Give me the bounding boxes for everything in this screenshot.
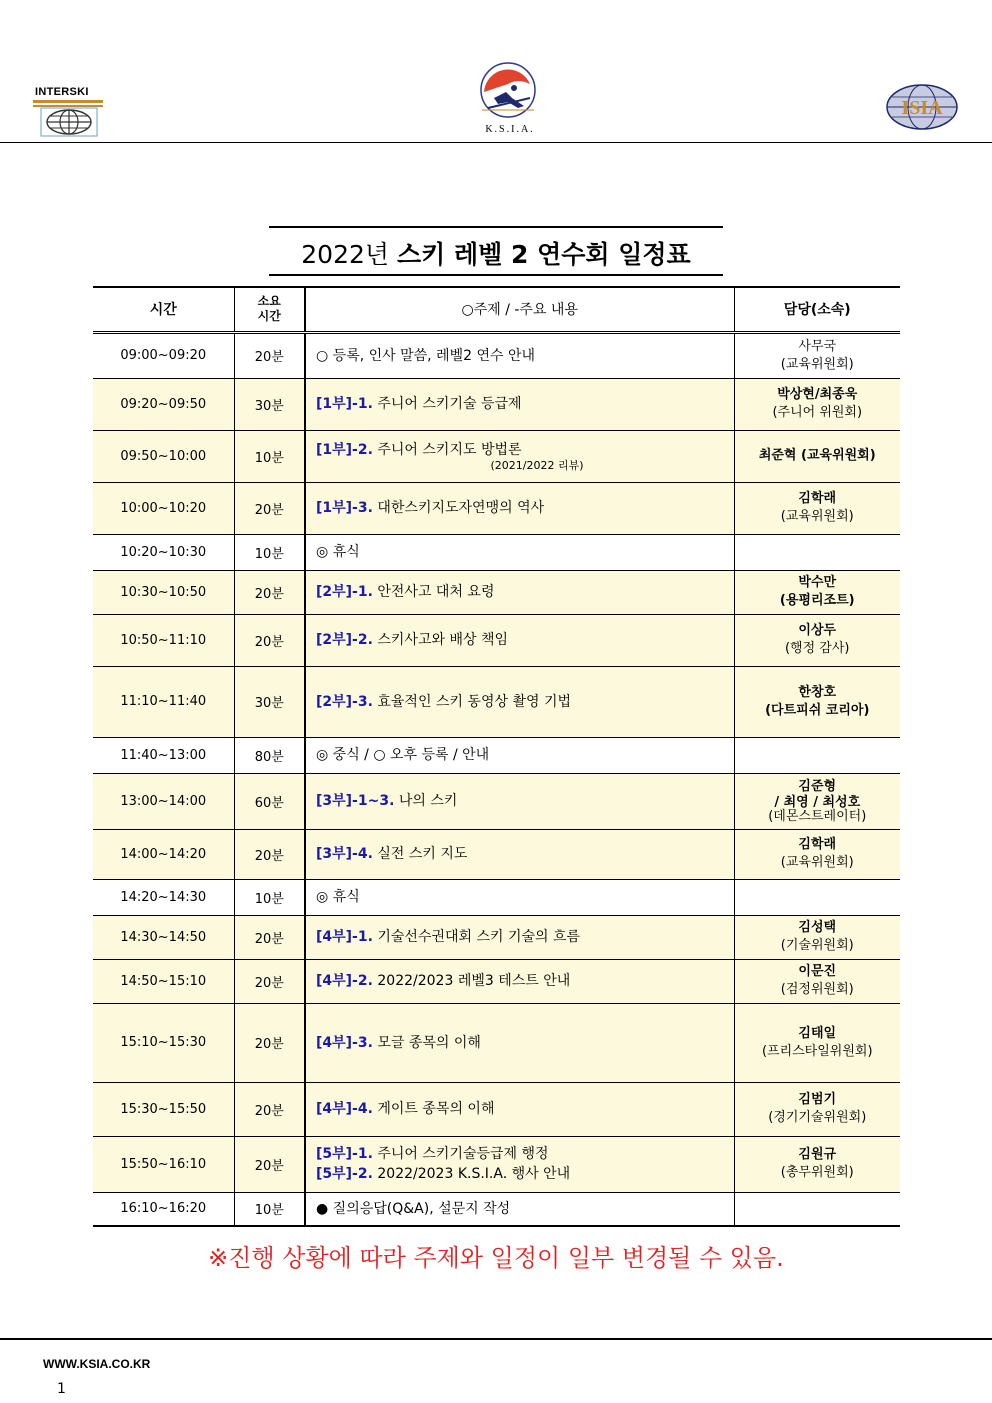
person-name: 김학래 [798, 491, 837, 506]
row-duration: 30분 [234, 378, 305, 430]
session-topic-text: 실전 스키 지도 [372, 846, 468, 862]
session-part-label: [1부]-2. [316, 442, 373, 458]
schedule-table [93, 286, 900, 1227]
row-duration: 20분 [234, 482, 305, 534]
person-organization: (교육위원회) [780, 356, 854, 372]
row-topic [305, 879, 734, 915]
person-name-extra: / 최영 / 최성호 [774, 795, 861, 810]
session-topic-text: 대한스키지도자연맹의 역사 [372, 500, 545, 516]
row-time: 10:20~10:30 [93, 534, 234, 570]
interski-logo-text: INTERSKI [35, 86, 89, 98]
row-person [734, 1136, 900, 1192]
header-duration [234, 287, 305, 332]
header-divider [0, 142, 992, 143]
person-organization: (다트피쉬 코리아) [765, 702, 870, 718]
skier-emblem-icon [468, 58, 548, 124]
person-name: 최준혁 (교육위원회) [758, 448, 876, 463]
header-person: 담당(소속) [734, 287, 900, 332]
row-person [734, 430, 900, 482]
session-topic-text: 기술선수권대회 스키 기술의 흐름 [372, 929, 581, 945]
row-topic [305, 1136, 734, 1192]
header-duration-line1: 소요 [257, 294, 281, 309]
session-topic-text: 주니어 스키기술등급제 행정 [372, 1146, 549, 1162]
row-time: 11:40~13:00 [93, 737, 234, 773]
session-topic-text: ◎ 휴식 [316, 544, 360, 560]
row-topic [305, 666, 734, 737]
row-duration: 10분 [234, 879, 305, 915]
row-time: 14:30~14:50 [93, 915, 234, 959]
row-duration: 10분 [234, 430, 305, 482]
session-topic-text: ● 질의응답(Q&A), 설문지 작성 [316, 1200, 511, 1217]
session-topic-text: 주니어 스키기술 등급제 [372, 396, 522, 412]
row-person [734, 534, 900, 570]
session-part-label: [1부]-1. [316, 396, 373, 412]
row-person [734, 666, 900, 737]
person-organization: (기술위원회) [780, 938, 854, 953]
isia-logo-text: ISIA [901, 97, 943, 119]
session-part-label: [1부]-3. [316, 500, 373, 516]
session-topic-note: (2021/2022 리뷰) [490, 459, 584, 472]
row-duration: 20분 [234, 915, 305, 959]
person-name: 김학래 [798, 837, 837, 852]
row-person [734, 959, 900, 1003]
person-name: 한창호 [798, 684, 837, 700]
table-row [93, 959, 900, 1003]
session-part-label: [2부]-3. [316, 693, 373, 710]
person-name: 사무국 [798, 338, 837, 354]
row-person [734, 332, 900, 378]
session-topic-text: 안전사고 대처 요령 [372, 584, 495, 600]
session-topic-text: 2022/2023 레벨3 테스트 안내 [372, 973, 571, 989]
row-person [734, 614, 900, 666]
person-name: 김태일 [798, 1025, 837, 1041]
session-topic-text: 주니어 스키지도 방법론 [372, 442, 522, 458]
row-time: 09:20~09:50 [93, 378, 234, 430]
table-row [93, 1003, 900, 1082]
row-topic [305, 430, 734, 482]
session-part-label: [3부]-4. [316, 846, 373, 862]
person-name: 김준형 [798, 779, 837, 794]
page-number: 1 [57, 1381, 66, 1397]
table-row [93, 570, 900, 614]
row-topic [305, 915, 734, 959]
ksia-logo-text: K.S.I.A. [485, 124, 535, 135]
row-time: 09:00~09:20 [93, 332, 234, 378]
row-time: 14:20~14:30 [93, 879, 234, 915]
row-topic [305, 737, 734, 773]
person-organization: (용평리조트) [779, 593, 855, 608]
person-organization: (교육위원회) [780, 509, 854, 524]
row-duration: 20분 [234, 959, 305, 1003]
row-duration: 10분 [234, 534, 305, 570]
table-row [93, 1136, 900, 1192]
row-person [734, 829, 900, 879]
row-person [734, 378, 900, 430]
session-part-label: [2부]-2. [316, 632, 373, 648]
session-part-label: [5부]-2. [316, 1166, 373, 1182]
globe-icon [31, 86, 107, 138]
person-organization: (총무위원회) [780, 1165, 854, 1180]
person-name: 이상두 [798, 623, 837, 638]
session-part-label: [5부]-1. [316, 1146, 373, 1162]
row-topic [305, 773, 734, 829]
isia-logo [884, 83, 960, 131]
session-topic-text: 스키사고와 배상 책임 [372, 632, 509, 648]
row-person [734, 879, 900, 915]
row-topic [305, 959, 734, 1003]
row-topic [305, 829, 734, 879]
row-time: 16:10~16:20 [93, 1192, 234, 1226]
session-topic-text: 2022/2023 K.S.I.A. 행사 안내 [372, 1166, 571, 1182]
row-time: 15:30~15:50 [93, 1082, 234, 1136]
session-topic-text: ○ 등록, 인사 말씀, 레벨2 연수 안내 [316, 347, 536, 364]
table-row [93, 332, 900, 378]
person-name: 김성택 [798, 920, 837, 935]
row-person [734, 773, 900, 829]
row-person [734, 482, 900, 534]
page-title [269, 226, 723, 276]
schedule-change-notice: ※진행 상황에 따라 주제와 일정이 일부 변경될 수 있음. [208, 1244, 784, 1272]
session-part-label: [2부]-1. [316, 584, 373, 600]
session-part-label: [4부]-2. [316, 973, 373, 989]
person-name: 이문진 [798, 964, 837, 979]
table-row [93, 737, 900, 773]
table-row [93, 430, 900, 482]
row-person [734, 1003, 900, 1082]
row-time: 10:50~11:10 [93, 614, 234, 666]
row-person [734, 737, 900, 773]
table-row [93, 1192, 900, 1226]
session-topic-text: ◎ 중식 / ○ 오후 등록 / 안내 [316, 747, 490, 763]
session-topic-text: 모글 종목의 이해 [372, 1034, 481, 1051]
row-duration: 60분 [234, 773, 305, 829]
header-duration-line2: 시간 [257, 309, 281, 324]
row-person [734, 1192, 900, 1226]
row-topic [305, 1192, 734, 1226]
person-organization: (검정위원회) [780, 982, 854, 997]
row-time: 13:00~14:00 [93, 773, 234, 829]
person-organization: (교육위원회) [780, 855, 854, 870]
person-name: 박수만 [798, 575, 837, 590]
row-duration: 20분 [234, 1136, 305, 1192]
row-duration: 20분 [234, 570, 305, 614]
table-row [93, 915, 900, 959]
row-topic [305, 1003, 734, 1082]
person-organization: (프리스타일위원회) [761, 1043, 873, 1059]
table-row [93, 378, 900, 430]
table-row [93, 879, 900, 915]
row-person [734, 1082, 900, 1136]
session-part-label: [3부]-1~3. [316, 793, 395, 809]
row-topic [305, 614, 734, 666]
row-topic [305, 332, 734, 378]
interski-logo [31, 86, 107, 138]
footer-divider [0, 1338, 992, 1340]
table-row [93, 534, 900, 570]
table-row [93, 773, 900, 829]
person-organization: (경기기술위원회) [768, 1110, 867, 1125]
person-name: 김원규 [798, 1147, 837, 1162]
header-time: 시간 [93, 287, 234, 332]
row-person [734, 570, 900, 614]
row-topic [305, 378, 734, 430]
table-row [93, 829, 900, 879]
session-topic-text: ◎ 휴식 [316, 889, 360, 905]
header-topic: ○주제 / -주요 내용 [305, 287, 734, 332]
row-time: 15:50~16:10 [93, 1136, 234, 1192]
row-person [734, 915, 900, 959]
row-duration: 30분 [234, 666, 305, 737]
session-topic-text: 나의 스키 [394, 793, 458, 809]
session-topic-text: 효율적인 스키 동영상 촬영 기법 [372, 693, 571, 710]
person-organization: (데몬스트레이터) [768, 809, 867, 824]
session-topic-text: 게이트 종목의 이해 [372, 1101, 495, 1117]
table-row [93, 614, 900, 666]
table-row [93, 482, 900, 534]
isia-globe-icon [884, 83, 960, 131]
table-header-row [93, 287, 900, 332]
session-part-label: [4부]-1. [316, 929, 373, 945]
session-part-label: [4부]-3. [316, 1034, 373, 1051]
row-duration: 20분 [234, 332, 305, 378]
row-duration: 20분 [234, 1082, 305, 1136]
row-time: 11:10~11:40 [93, 666, 234, 737]
row-time: 15:10~15:30 [93, 1003, 234, 1082]
title-text: 스키 레벨 2 연수회 일정표 [397, 240, 691, 269]
row-topic [305, 570, 734, 614]
session-part-label: [4부]-4. [316, 1101, 373, 1117]
row-topic [305, 1082, 734, 1136]
ksia-logo [468, 58, 548, 142]
row-topic [305, 534, 734, 570]
person-organization: (주니어 위원회) [772, 405, 863, 420]
title-year: 2022년 [301, 240, 390, 269]
row-time: 14:00~14:20 [93, 829, 234, 879]
row-duration: 20분 [234, 1003, 305, 1082]
person-organization: (행정 감사) [784, 641, 850, 656]
website-url: WWW.KSIA.CO.KR [43, 1357, 151, 1371]
row-duration: 10분 [234, 1192, 305, 1226]
row-duration: 20분 [234, 614, 305, 666]
person-name: 김범기 [798, 1092, 837, 1107]
row-duration: 20분 [234, 829, 305, 879]
table-row [93, 666, 900, 737]
row-time: 10:00~10:20 [93, 482, 234, 534]
row-topic [305, 482, 734, 534]
row-duration: 80분 [234, 737, 305, 773]
row-time: 10:30~10:50 [93, 570, 234, 614]
row-time: 14:50~15:10 [93, 959, 234, 1003]
person-name: 박상현/최종욱 [777, 387, 858, 402]
row-time: 09:50~10:00 [93, 430, 234, 482]
table-row [93, 1082, 900, 1136]
